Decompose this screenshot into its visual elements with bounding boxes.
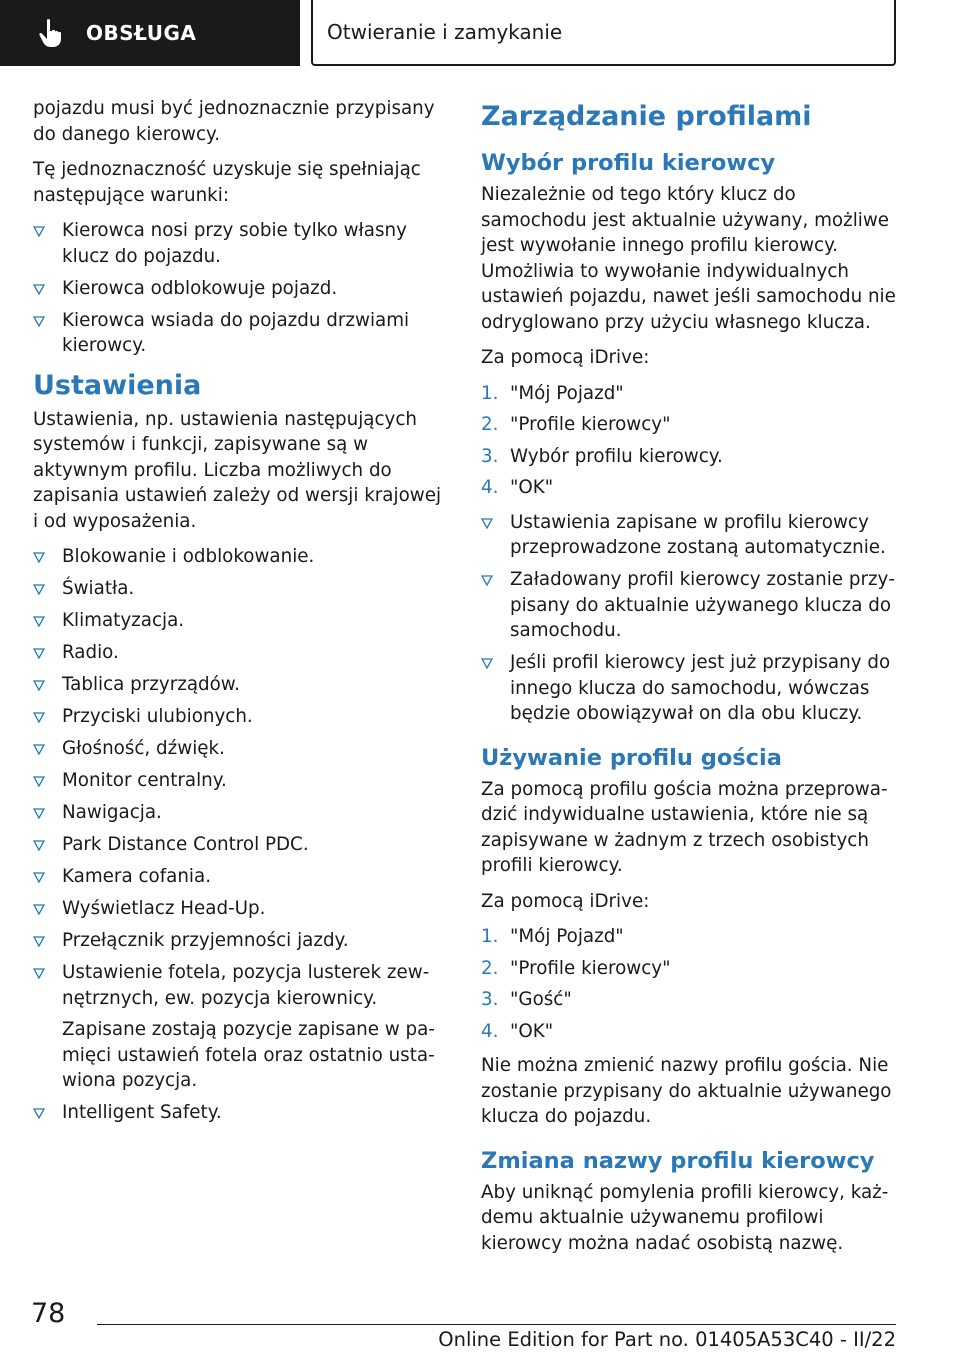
list-item	[33, 1100, 448, 1126]
list-item-text: Światła.	[62, 578, 135, 599]
list-item-text: Ustawienie fotela, pozycja lusterek zewnętrznych, ew. pozycja kierownicy.	[62, 962, 430, 1009]
chapter-title: Otwieranie i zamykanie	[327, 20, 563, 44]
triangle-bullet-icon	[33, 284, 45, 295]
conditions-list	[33, 218, 448, 359]
triangle-bullet-icon	[33, 744, 45, 755]
list-item	[33, 576, 448, 602]
list-item-text: Nawigacja.	[62, 802, 162, 823]
list-item-text: Jeśli profil kierowcy jest już przypisany do innego klucza do samochodu, wówczas będzie obowiązywał on dla obu kluczy.	[510, 652, 891, 724]
list-item-text: Kierowca nosi przy sobie tylko własny klucz do pojazdu.	[62, 220, 407, 267]
step-number: 2.	[481, 414, 499, 435]
subsection-heading: Zmiana nazwy profilu kierowcy	[481, 1147, 875, 1174]
list-item	[33, 864, 448, 890]
step-text: "Mój Pojazd"	[510, 926, 624, 947]
list-item	[33, 832, 448, 858]
step-item	[481, 444, 896, 470]
list-item-text: Przyciski ulubionych.	[62, 706, 253, 727]
page-title: Zarządzanie profilami	[481, 101, 812, 132]
step-number: 2.	[481, 957, 499, 979]
list-item	[481, 567, 896, 644]
paragraph: Nie można zmienić nazwy profilu gościa. Nie zostanie przypisany do aktualnie używanego klucza do pojazdu.	[481, 1055, 892, 1127]
triangle-bullet-icon	[33, 1108, 45, 1119]
page-number: 78	[31, 1298, 66, 1329]
list-item	[33, 736, 448, 762]
list-item-text: Monitor centralny.	[62, 770, 227, 791]
settings-list	[33, 544, 448, 1126]
step-text: Wybór profilu kierowcy.	[510, 445, 723, 467]
step-item	[481, 381, 896, 407]
subsection-heading: Używanie profilu gościa	[481, 744, 782, 771]
paragraph: pojazdu musi być jednoznacznie przypisany do danego kierowcy.	[33, 98, 435, 145]
list-item	[33, 276, 448, 302]
section-heading: Ustawienia	[33, 369, 202, 401]
list-item	[33, 960, 448, 1094]
step-item	[481, 1019, 896, 1045]
triangle-bullet-icon	[481, 518, 493, 529]
step-item	[481, 987, 896, 1013]
step-number: 1.	[481, 382, 499, 404]
paragraph: Za pomocą iDrive:	[481, 890, 650, 912]
step-number: 4.	[481, 1020, 499, 1042]
footer-divider	[97, 1324, 896, 1325]
paragraph: Tę jednoznaczność uzyskuje się spełniając następujące warunki:	[33, 159, 421, 206]
step-item	[481, 412, 896, 438]
triangle-bullet-icon	[33, 616, 45, 627]
step-item	[481, 924, 896, 950]
step-number: 4.	[481, 477, 499, 498]
list-item-text: Klimatyzacja.	[62, 610, 185, 631]
paragraph: Niezależnie od tego który klucz do samochodu jest aktualnie używany, możliwe jest wywołanie innego profilu kierowcy. Umożliwia to wywołanie indywidualnych ustawień pojazdu, nawet jeśli samochodu nie odryglowano przy użyciu własnego klucza.	[481, 184, 896, 333]
list-item-text: Kierowca odblokowuje pojazd.	[62, 277, 338, 299]
step-number: 1.	[481, 926, 499, 947]
triangle-bullet-icon	[481, 575, 493, 586]
triangle-bullet-icon	[33, 840, 45, 851]
triangle-bullet-icon	[33, 584, 45, 595]
edition-footer: Online Edition for Part no. 01405A53C40 - II/22	[438, 1328, 896, 1351]
list-item-text: Blokowanie i odblokowanie.	[62, 546, 315, 567]
list-item-text: Przełącznik przyjemności jazdy.	[62, 930, 349, 951]
list-item	[33, 640, 448, 666]
list-item	[33, 800, 448, 826]
triangle-bullet-icon	[33, 712, 45, 723]
list-item	[481, 510, 896, 561]
triangle-bullet-icon	[33, 872, 45, 883]
selection-steps	[481, 381, 896, 501]
header-section-tab	[0, 0, 300, 66]
selection-notes	[481, 510, 896, 727]
list-item-text: Kierowca wsiada do pojazdu drzwiami kierowcy.	[62, 309, 410, 356]
step-text: "Profile kierowcy"	[510, 414, 671, 435]
list-item-text: Park Distance Control PDC.	[62, 834, 309, 855]
list-item-text: Ustawienia zapisane w profilu kierowcy przeprowadzone zostaną automatycznie.	[510, 511, 886, 558]
triangle-bullet-icon	[33, 552, 45, 563]
list-item-text: Kamera cofania.	[62, 866, 212, 887]
list-item	[33, 768, 448, 794]
pointing-hand-icon	[38, 18, 64, 48]
step-text: "OK"	[510, 477, 554, 498]
right-column	[481, 96, 896, 1266]
list-item	[33, 704, 448, 730]
step-number: 3.	[481, 989, 499, 1010]
list-item	[33, 308, 448, 359]
step-number: 3.	[481, 445, 499, 467]
triangle-bullet-icon	[33, 808, 45, 819]
section-title: OBSŁUGA	[86, 21, 197, 45]
list-item-text: Głośność, dźwięk.	[62, 738, 225, 759]
step-text: "Mój Pojazd"	[510, 382, 624, 404]
step-text: "Profile kierowcy"	[510, 957, 671, 979]
list-item-text: Tablica przyrządów.	[62, 674, 240, 695]
paragraph: Ustawienia, np. ustawienia następujących systemów i funkcji, zapisywane są w aktywnym profilu. Liczba możliwych do zapisania ustawień zależy od wersji krajowej i od wyposażenia.	[33, 408, 442, 532]
step-text: "Gość"	[510, 989, 572, 1010]
subsection-heading: Wybór profilu kierowcy	[481, 150, 776, 176]
list-item	[33, 672, 448, 698]
guest-steps	[481, 924, 896, 1044]
list-item-text: Radio.	[62, 642, 119, 663]
list-item-text: Intelligent Safety.	[62, 1102, 222, 1123]
step-item	[481, 475, 896, 501]
list-item-note: Zapisane zostają pozycje zapisane w pamięci ustawień fotela oraz ostatnio ustawiona pozycja.	[62, 1019, 435, 1091]
triangle-bullet-icon	[33, 316, 45, 327]
triangle-bullet-icon	[33, 680, 45, 691]
triangle-bullet-icon	[33, 968, 45, 979]
triangle-bullet-icon	[33, 904, 45, 915]
triangle-bullet-icon	[33, 776, 45, 787]
triangle-bullet-icon	[33, 936, 45, 947]
list-item	[33, 544, 448, 570]
paragraph: Aby uniknąć pomylenia profili kierowcy, każdemu aktualnie używanemu profilowi kierowcy można nadać osobistą nazwę.	[481, 1181, 889, 1254]
step-text: "OK"	[510, 1020, 554, 1042]
left-column	[33, 96, 448, 1136]
triangle-bullet-icon	[33, 648, 45, 659]
list-item	[33, 928, 448, 954]
paragraph: Za pomocą profilu gościa można przeprowadzić indywidualne ustawienia, które nie są zapisywane w żadnym z trzech osobistych profili kierowcy.	[481, 778, 888, 876]
paragraph: Za pomocą iDrive:	[481, 347, 650, 368]
list-item	[481, 650, 896, 727]
list-item-text: Wyświetlacz Head-Up.	[62, 898, 266, 919]
list-item-text: Załadowany profil kierowcy zostanie przypisany do aktualnie używanego klucza do samochodu.	[510, 569, 895, 641]
step-item	[481, 956, 896, 982]
list-item	[33, 218, 448, 269]
triangle-bullet-icon	[481, 658, 493, 669]
list-item	[33, 896, 448, 922]
list-item	[33, 608, 448, 634]
chapter-header	[311, 0, 896, 66]
triangle-bullet-icon	[33, 226, 45, 237]
